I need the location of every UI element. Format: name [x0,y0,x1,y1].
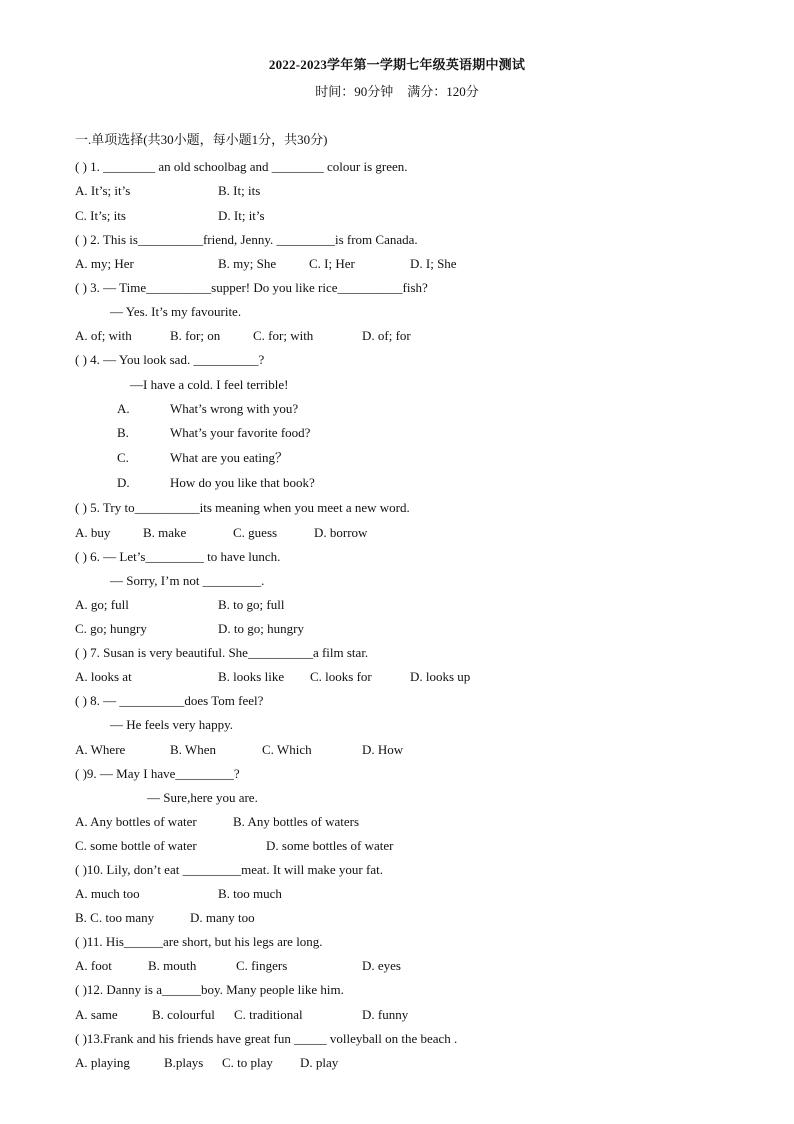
option-d: D. eyes [362,958,401,973]
option-c: C. I; Her [309,256,355,271]
option-d: D. It; it’s [218,208,265,223]
option-a-text: What’s wrong with you? [170,401,299,416]
dialogue-reply: — Sorry, I’m not _________. [110,573,265,588]
option-a: A. looks at [75,669,132,684]
option-b: B. too much [218,886,282,901]
option-a: A. same [75,1007,118,1022]
option-d: D. of; for [362,328,411,343]
question-stem: ( )11. His______are short, but his legs are long. [75,934,323,949]
option-d: D. play [300,1055,339,1070]
option-a: A. Where [75,742,126,757]
option-b: B. When [170,742,216,757]
exam-meta [0,81,794,100]
option-a: A. much too [75,886,140,901]
question-stem: ( ) 3. — Time__________supper! Do you like rice__________fish? [75,280,428,295]
option-b: B. mouth [148,958,197,973]
option-c: C. go; hungry [75,621,147,636]
question-stem: ( )10. Lily, don’t eat _________meat. It will make your fat. [75,862,383,877]
option-b-text: What’s your favorite food? [170,425,311,440]
question-stem: ( ) 6. — Let’s_________ to have lunch. [75,549,281,564]
option-c: C. to play [222,1055,273,1070]
option-c: C. looks for [310,669,372,684]
option-c: C. It’s; its [75,208,126,223]
option-a: A. of; with [75,328,132,343]
score-label: 满分：120分 [407,84,479,99]
question-stem: ( )13.Frank and his friends have great fun _____ volleyball on the beach . [75,1031,458,1046]
option-d: D. funny [362,1007,409,1022]
option-a: A. my; Her [75,256,134,271]
option-b-letter: B. [117,425,129,440]
option-d: D. How [362,742,404,757]
option-c: B. C. too many [75,910,155,925]
option-a: A. go; full [75,597,129,612]
option-d: D. to go; hungry [218,621,304,636]
question-stem: ( ) 1. ________ an old schoolbag and ________ colour is green. [75,159,408,174]
option-b: B. to go; full [218,597,285,612]
option-a: A. buy [75,525,111,540]
option-a-letter: A. [117,401,130,416]
dialogue-reply: —I have a cold. I feel terrible! [130,377,289,392]
dialogue-reply: — Yes. It’s my favourite. [110,304,242,319]
option-b: B. looks like [218,669,285,684]
option-c-text: What are you eating？ [170,450,289,465]
option-d: D. I; She [410,256,457,271]
option-b: B. for; on [170,328,221,343]
option-b: B.plays [164,1055,204,1070]
time-label: 时间：90分钟 [315,84,394,99]
option-b: B. It; its [218,183,261,198]
question-stem: ( ) 2. This is__________friend, Jenny. _________is from Canada. [75,232,418,247]
option-d-letter: D. [117,475,130,490]
option-c: C. for; with [253,328,314,343]
option-a: A. playing [75,1055,130,1070]
dialogue-reply: — Sure,here you are. [147,790,258,805]
page-title: 2022-2023学年第一学期七年级英语期中测试 [268,57,526,72]
option-d-text: How do you like that book? [170,475,315,490]
option-c-letter: C. [117,450,129,465]
option-a: A. foot [75,958,112,973]
question-stem: ( )12. Danny is a______boy. Many people like him. [75,982,344,997]
option-c: C. guess [233,525,278,540]
option-d: D. many too [190,910,255,925]
option-c: C. some bottle of water [75,838,197,853]
question-stem: ( ) 4. — You look sad. __________? [75,352,265,367]
option-d: D. looks up [410,669,471,684]
option-c: C. traditional [234,1007,303,1022]
question-stem: ( ) 8. — __________does Tom feel? [75,693,264,708]
option-b: B. Any bottles of waters [233,814,360,829]
question-stem: ( )9. — May I have_________? [75,766,240,781]
option-d: D. borrow [314,525,368,540]
option-b: B. colourful [152,1007,215,1022]
dialogue-reply: — He feels very happy. [110,717,233,732]
option-c: C. Which [262,742,312,757]
option-a: A. It’s; it’s [75,183,131,198]
question-stem: ( ) 7. Susan is very beautiful. She__________a film star. [75,645,369,660]
option-b: B. make [143,525,187,540]
option-a: A. Any bottles of water [75,814,197,829]
option-d: D. some bottles of water [266,838,394,853]
option-b: B. my; She [218,256,277,271]
option-c: C. fingers [236,958,288,973]
question-stem: ( ) 5. Try to__________its meaning when you meet a new word. [75,500,410,515]
section-heading: 一.单项选择(共30小题，每小题1分，共30分) [75,132,328,147]
